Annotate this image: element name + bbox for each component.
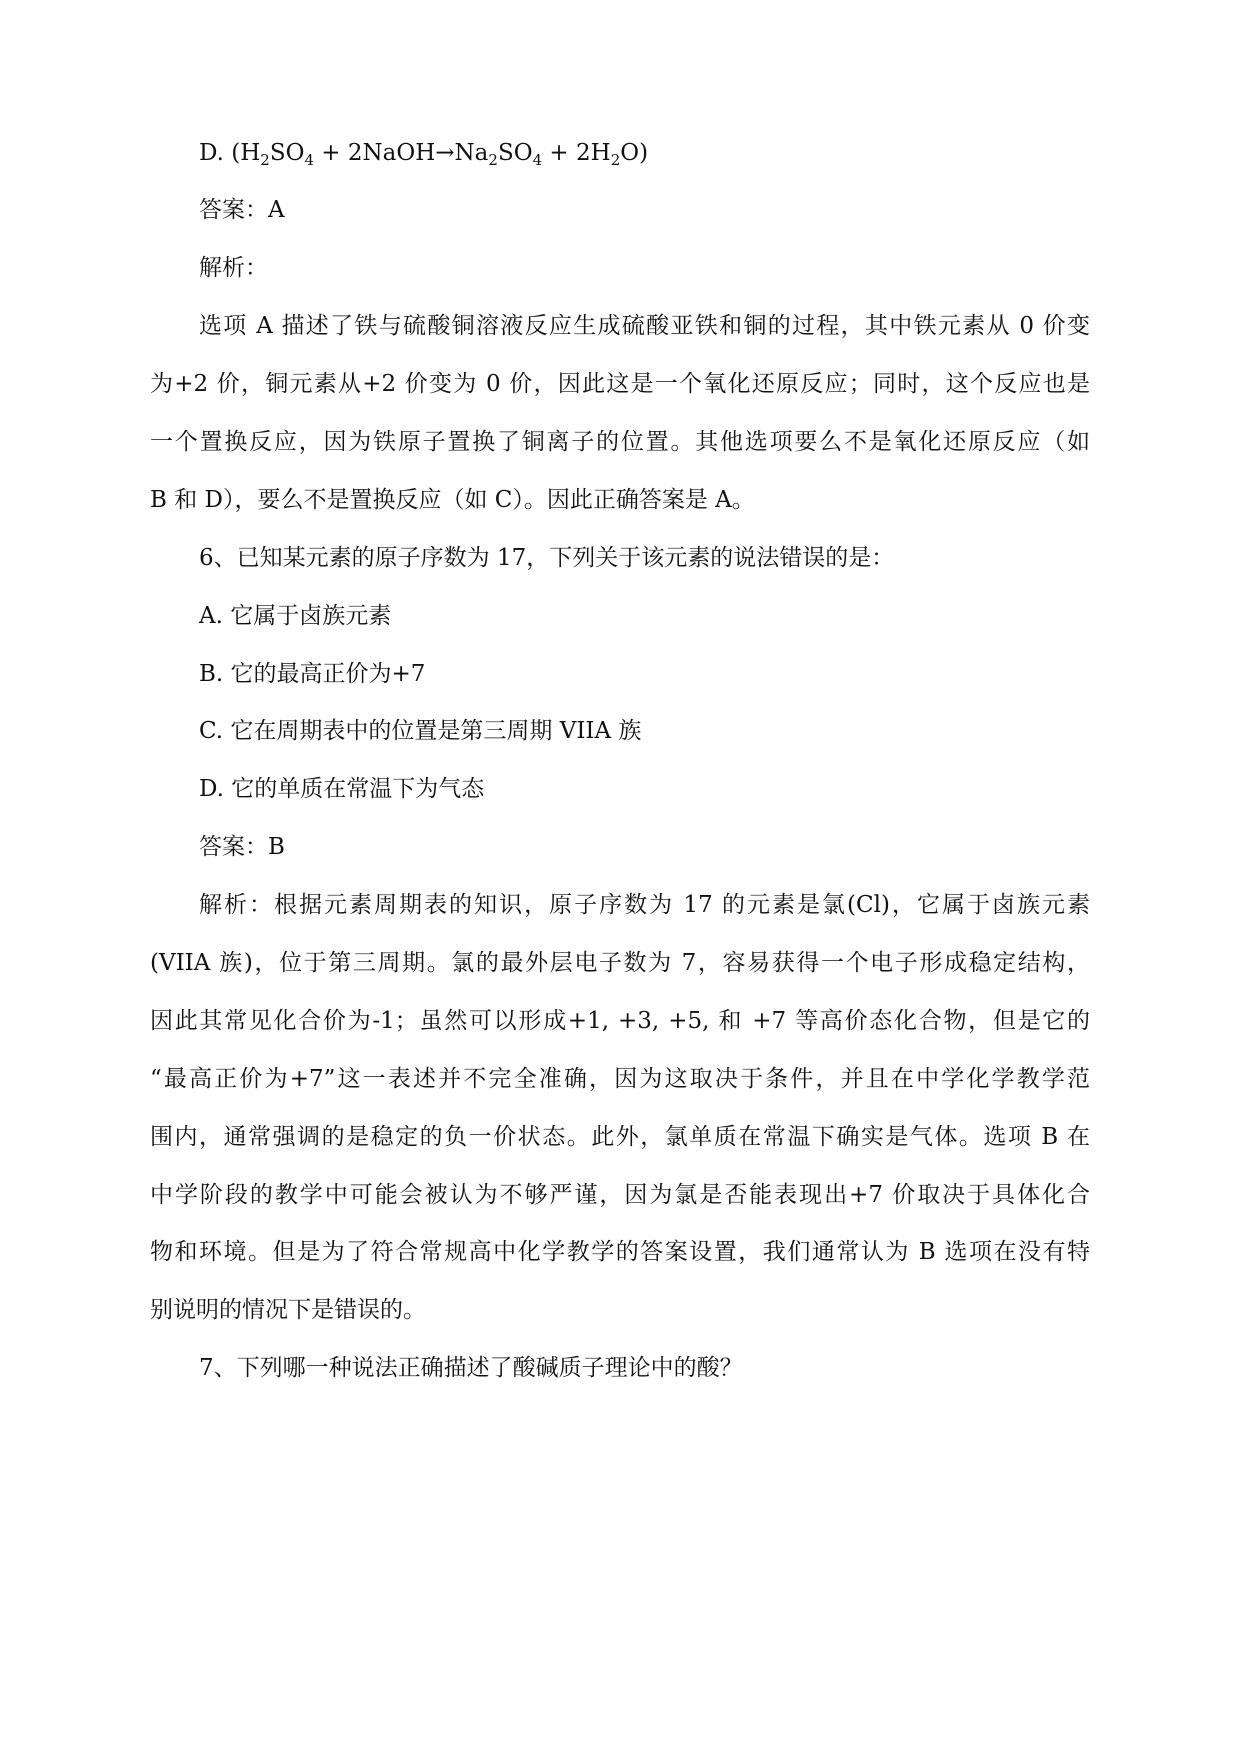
q5-analysis-line: 为+2 价，铜元素从+2 价变为 0 价，因此这是一个氧化还原反应；同时，这个反应也是	[150, 371, 1090, 397]
q6-analysis-line: “最高正价为+7”这一表述并不完全准确，因为这取决于条件，并且在中学化学教学范	[150, 1066, 1090, 1092]
q6-analysis-line: 因此其常见化合价为-1；虽然可以形成+1, +3, +5, 和 +7 等高价态化合物，但是它的	[150, 1008, 1090, 1034]
q6-analysis-line: (VIIA 族)，位于第三周期。氯的最外层电子数为 7，容易获得一个电子形成稳定结构，	[150, 950, 1090, 976]
q5-analysis-line: 选项 A 描述了铁与硫酸铜溶液反应生成硫酸亚铁和铜的过程，其中铁元素从 0 价变	[199, 313, 1090, 339]
q6-analysis-line: 物和环境。但是为了符合常规高中化学教学的答案设置，我们通常认为 B 选项在没有特	[150, 1239, 1090, 1265]
q7-question: 7、下列哪一种说法正确描述了酸碱质子理论中的酸？	[199, 1355, 743, 1381]
q6-answer: 答案：B	[199, 834, 285, 860]
q5-analysis-label: 解析：	[199, 255, 268, 281]
q5-answer: 答案：A	[199, 197, 285, 223]
q5-analysis-line: B 和 D），要么不是置换反应（如 C）。因此正确答案是 A。	[150, 487, 755, 513]
q6-analysis-line: 中学阶段的教学中可能会被认为不够严谨，因为氯是否能表现出+7 价取决于具体化合	[150, 1182, 1090, 1208]
q6-question: 6、已知某元素的原子序数为 17，下列关于该元素的说法错误的是：	[199, 545, 895, 571]
q6-option-c: C. 它在周期表中的位置是第三周期 VIIA 族	[199, 718, 642, 744]
q6-option-d: D. 它的单质在常温下为气态	[199, 776, 485, 802]
q6-analysis-line: 别说明的情况下是错误的。	[150, 1297, 426, 1323]
q6-option-b: B. 它的最高正价为+7	[199, 661, 426, 687]
q6-analysis-line: 围内，通常强调的是稳定的负一价状态。此外，氯单质在常温下确实是气体。选项 B 在	[150, 1124, 1090, 1150]
q6-analysis-line: 解析：根据元素周期表的知识，原子序数为 17 的元素是氯(Cl)，它属于卤族元素	[199, 892, 1090, 918]
q5-analysis-line: 一个置换反应，因为铁原子置换了铜离子的位置。其他选项要么不是氧化还原反应（如	[150, 429, 1090, 455]
q6-option-a: A. 它属于卤族元素	[199, 603, 392, 629]
q5-option-d: D. ($H_2SO_4$ + $2NaOH\to Na_2SO_4 + 2H_2O$)	[199, 140, 649, 169]
